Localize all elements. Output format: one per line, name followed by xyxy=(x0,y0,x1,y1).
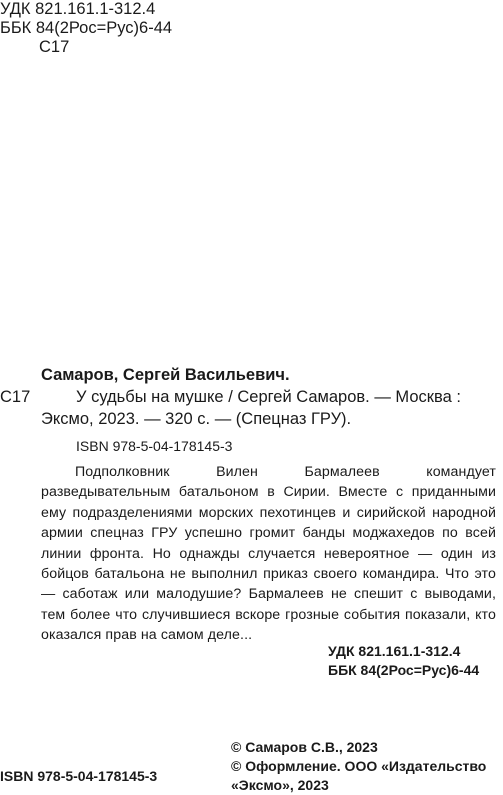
bbk-bottom: ББК 84(2Рос=Рус)6-44 xyxy=(328,662,480,678)
title-line-1: У судьбы на мушке / Сергей Самаров. — Москва : xyxy=(76,388,461,406)
udk-code: УДК 821.161.1-312.4 xyxy=(0,0,156,18)
author-heading: Самаров, Сергей Васильевич. xyxy=(41,366,290,384)
author-mark: С17 xyxy=(39,38,70,56)
copyright-author: © Самаров С.В., 2023 xyxy=(231,739,378,755)
title-line-2: Эксмо, 2023. — 320 с. — (Спецназ ГРУ). xyxy=(41,410,352,428)
bbk-code: ББК 84(2Рос=Рус)6-44 xyxy=(0,19,173,37)
copyright-block xyxy=(231,738,486,795)
isbn-line: ISBN 978-5-04-178145-3 xyxy=(76,438,233,454)
udk-bottom: УДК 821.161.1-312.4 xyxy=(328,643,461,659)
copyright-publisher: «Эксмо», 2023 xyxy=(231,777,329,793)
catalog-author-mark: С17 xyxy=(0,388,31,406)
isbn-bold: ISBN 978-5-04-178145-3 xyxy=(0,768,158,784)
copyright-design: © Оформление. ООО «Издательство xyxy=(231,758,487,774)
annotation-paragraph: Подполковник Вилен Бармалеев командует разведывательным батальоном в Сирии. Вместе с приданными ему подразделениями морских пехотинцев и сирийской народной армии спецназ ГРУ успешно громит банды моджахедов по всей линии фронта. Но однажды случается невероятное — один из бойцов батальона не выполнил приказ своего командира. Что это — саботаж или малодушие? Бармалеев не спешит с выводами, тем более что случившиеся вскоре грозные события показали, кто оказался прав на самом деле... xyxy=(41,464,496,644)
